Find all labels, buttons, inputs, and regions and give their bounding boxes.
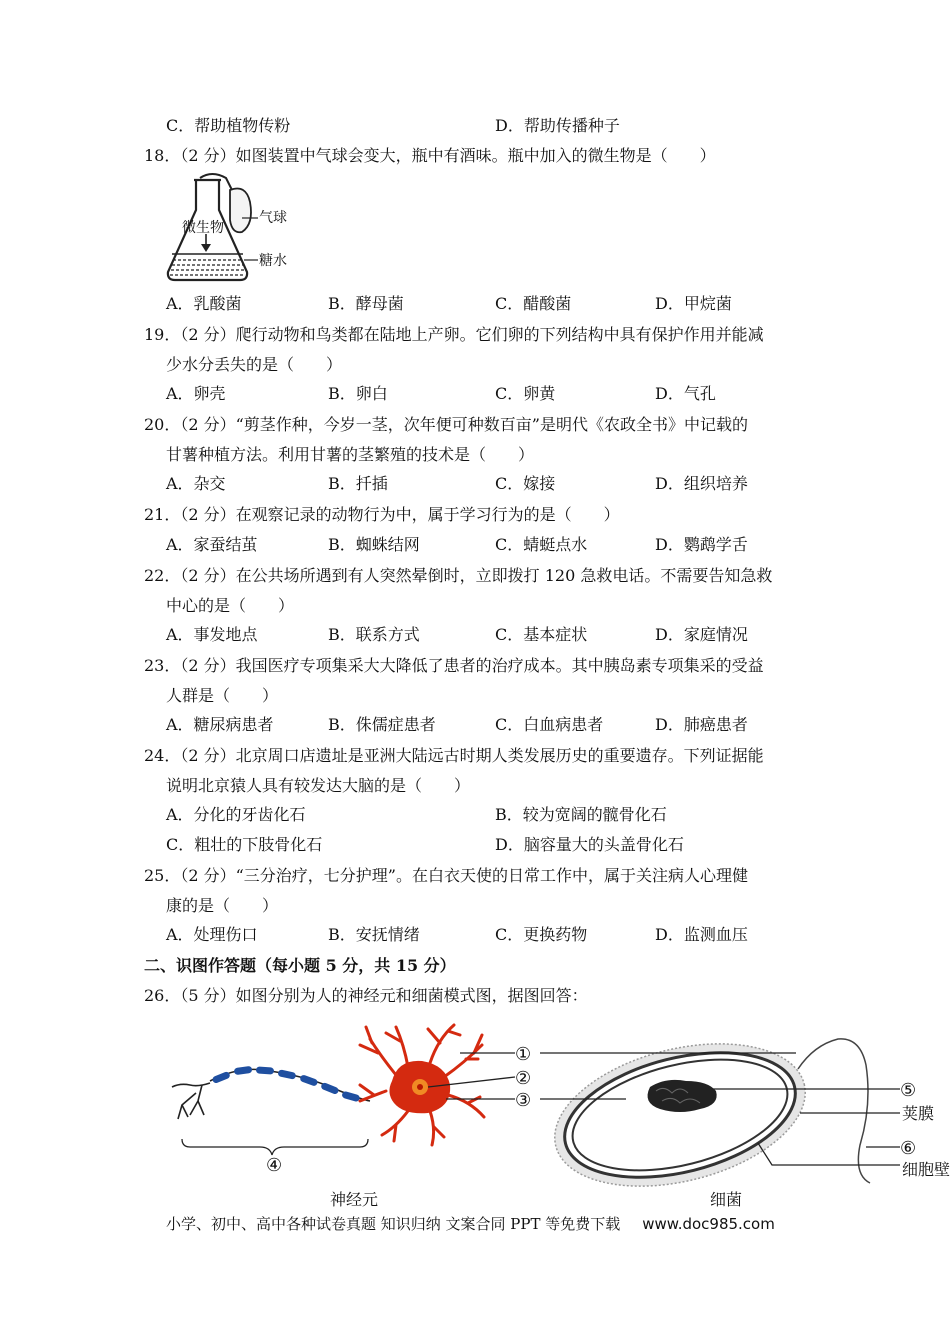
- neuron-caption: 神经元: [330, 1190, 379, 1209]
- q17-option-d: D．帮助传播种子: [495, 116, 620, 135]
- q25-option-b: B．安抚情绪: [328, 925, 420, 944]
- page-footer: [166, 1213, 775, 1234]
- q24-option-a: A．分化的牙齿化石: [166, 805, 306, 824]
- q22-stem-line1: 22．（2 分）在公共场所遇到有人突然晕倒时，立即拨打 120 急救电话。不需要告知急救: [144, 566, 773, 585]
- q25-option-a: A．处理伤口: [166, 925, 258, 944]
- microbe-label: 微生物: [182, 220, 224, 236]
- cell-wall-label: 细胞壁: [902, 1160, 950, 1179]
- neuron-bacteria-figure: [160, 1015, 950, 1215]
- q21-option-a: A．家蚕结茧: [166, 535, 258, 554]
- q18-option-b: B．酵母菌: [328, 294, 404, 313]
- q20-option-a: A．杂交: [166, 474, 226, 493]
- q19-option-d: D．气孔: [655, 384, 716, 403]
- q25-stem-line1: 25．（2 分）“三分治疗，七分护理”。在白衣天使的日常工作中，属于关注病人心理健: [144, 866, 748, 885]
- q23-option-c: C．白血病患者: [495, 715, 604, 734]
- mark-5: ⑤: [900, 1080, 917, 1101]
- footer-url[interactable]: www.doc985.com: [642, 1215, 775, 1233]
- q25-option-d: D．监测血压: [655, 925, 748, 944]
- bacteria-caption: 细菌: [710, 1190, 743, 1209]
- neuron-drawing: [172, 1025, 515, 1155]
- q21-option-d: D．鹦鹉学舌: [655, 535, 748, 554]
- q21-stem: 21．（2 分）在观察记录的动物行为中，属于学习行为的是（ ）: [144, 505, 620, 524]
- mark-3: ③: [515, 1090, 532, 1111]
- q23-stem-line1: 23．（2 分）我国医疗专项集采大大降低了患者的治疗成本。其中胰岛素专项集采的受益: [144, 656, 764, 675]
- q21-option-c: C．蜻蜓点水: [495, 535, 588, 554]
- q22-option-d: D．家庭情况: [655, 625, 748, 644]
- q18-option-a: A．乳酸菌: [166, 294, 242, 313]
- q19-option-b: B．卵白: [328, 384, 388, 403]
- q22-option-a: A．事发地点: [166, 625, 258, 644]
- flask-figure: [160, 172, 300, 287]
- bacterium-drawing: [540, 1020, 900, 1210]
- q23-stem-line2: 人群是（ ）: [166, 686, 279, 705]
- mark-4: ④: [266, 1155, 283, 1176]
- balloon-label: 气球: [259, 210, 287, 226]
- q22-option-b: B．联系方式: [328, 625, 420, 644]
- q20-stem-line2: 甘薯种植方法。利用甘薯的茎繁殖的技术是（ ）: [166, 445, 535, 464]
- q19-option-a: A．卵壳: [166, 384, 226, 403]
- q24-stem-line1: 24．（2 分）北京周口店遗址是亚洲大陆远古时期人类发展历史的重要遗存。下列证据能: [144, 746, 764, 765]
- q20-option-c: C．嫁接: [495, 474, 556, 493]
- q18-option-d: D．甲烷菌: [655, 294, 732, 313]
- q18-stem: 18．（2 分）如图装置中气球会变大，瓶中有酒味。瓶中加入的微生物是（ ）: [144, 146, 716, 165]
- mark-2: ②: [515, 1068, 532, 1089]
- mark-1: ①: [515, 1044, 532, 1065]
- q23-option-d: D．肺癌患者: [655, 715, 748, 734]
- q23-option-a: A．糖尿病患者: [166, 715, 274, 734]
- q21-option-b: B．蜘蛛结网: [328, 535, 420, 554]
- q20-option-b: B．扦插: [328, 474, 388, 493]
- q24-option-d: D．脑容量大的头盖骨化石: [495, 835, 684, 854]
- q24-option-b: B．较为宽阔的髋骨化石: [495, 805, 667, 824]
- q22-option-c: C．基本症状: [495, 625, 588, 644]
- q24-stem-line2: 说明北京猿人具有较发达大脑的是（ ）: [166, 776, 471, 795]
- q19-option-c: C．卵黄: [495, 384, 556, 403]
- mark-6: ⑥: [900, 1138, 917, 1159]
- q26-stem: 26．（5 分）如图分别为人的神经元和细菌模式图，据图回答：: [144, 986, 588, 1005]
- q24-option-c: C．粗壮的下肢骨化石: [166, 835, 323, 854]
- q19-stem-line1: 19．（2 分）爬行动物和鸟类都在陆地上产卵。它们卵的下列结构中具有保护作用并能减: [144, 325, 764, 344]
- q25-option-c: C．更换药物: [495, 925, 588, 944]
- q23-option-b: B．侏儒症患者: [328, 715, 436, 734]
- q20-stem-line1: 20．（2 分）“剪茎作种，今岁一茎，次年便可种数百亩”是明代《农政全书》中记载的: [144, 415, 748, 434]
- q22-stem-line2: 中心的是（ ）: [166, 596, 295, 615]
- section-heading: 二、识图作答题（每小题 5 分，共 15 分）: [144, 956, 456, 975]
- sugar-water-label: 糖水: [259, 253, 287, 269]
- capsule-label: 荚膜: [902, 1104, 935, 1123]
- footer-text: 小学、初中、高中各种试卷真题 知识归纳 文案合同 PPT 等免费下载: [166, 1215, 621, 1233]
- q19-stem-line2: 少水分丢失的是（ ）: [166, 355, 343, 374]
- q25-stem-line2: 康的是（ ）: [166, 896, 279, 915]
- q18-option-c: C．醋酸菌: [495, 294, 572, 313]
- q20-option-d: D．组织培养: [655, 474, 748, 493]
- q17-option-c: C．帮助植物传粉: [166, 116, 291, 135]
